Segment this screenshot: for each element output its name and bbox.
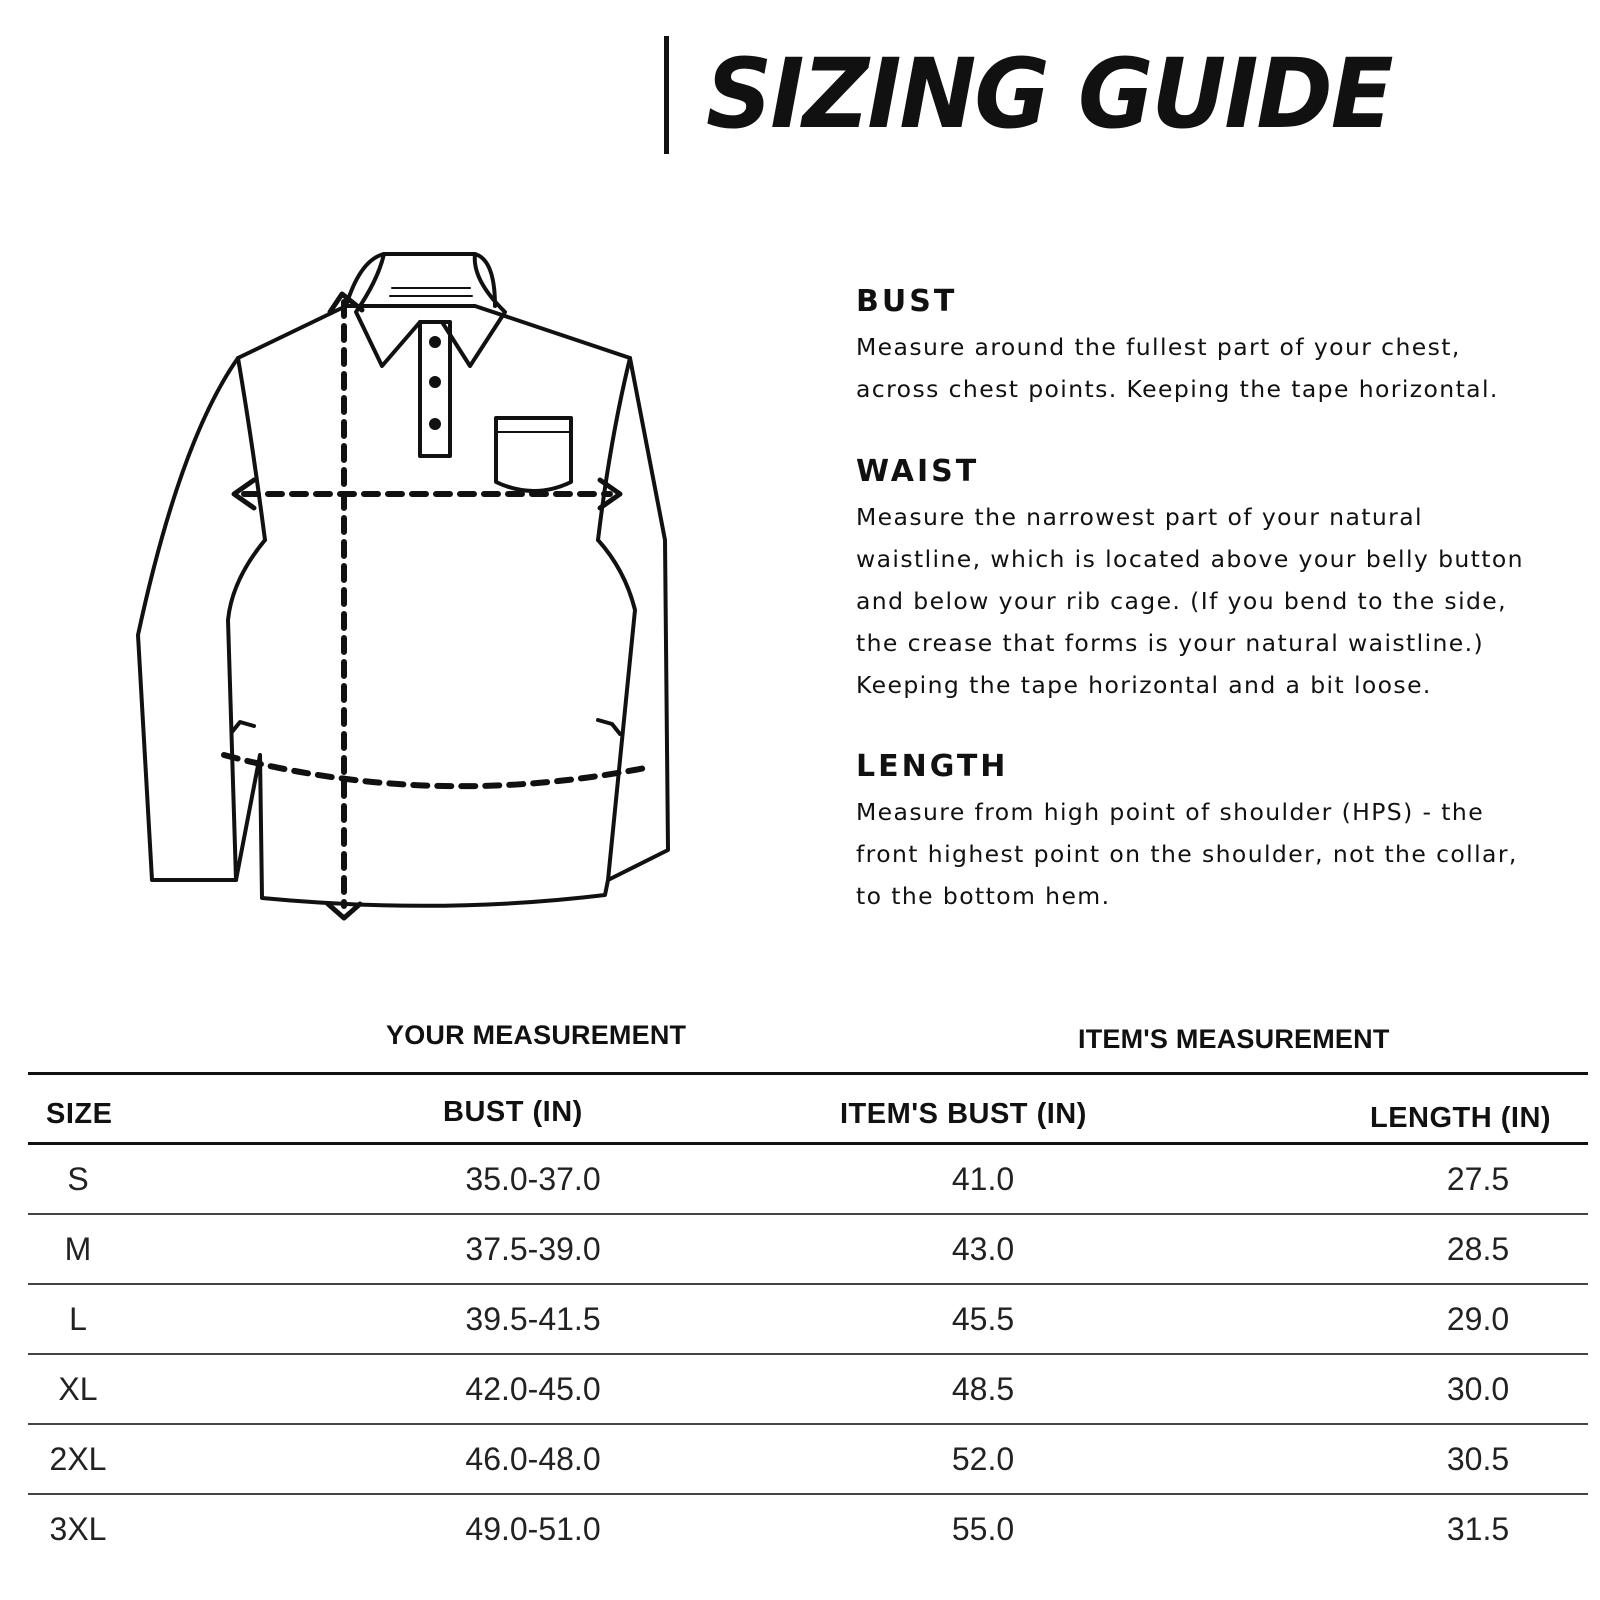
shirt-outline: [138, 306, 668, 906]
table-top-rule: [28, 1072, 1588, 1075]
bust-heading: BUST: [856, 284, 958, 319]
header-divider: [664, 36, 669, 154]
length-instruction: [856, 750, 1576, 917]
items-measurement-group-header: ITEM'S MEASUREMENT: [1078, 1024, 1390, 1054]
table-row: [28, 1285, 1588, 1355]
button-placket: [420, 322, 450, 456]
length-heading: LENGTH: [856, 749, 1009, 784]
waist-right-arrowhead: [598, 720, 620, 734]
column-header-size: SIZE: [46, 1098, 113, 1130]
table-row: [28, 1495, 1588, 1565]
waist-measure-line: [224, 755, 645, 786]
size-cell: 3XL: [49, 1511, 107, 1547]
items-bust-cell: 45.5: [951, 1301, 1015, 1337]
column-header-length: LENGTH (IN): [1370, 1102, 1552, 1134]
page-title: SIZING GUIDE: [706, 37, 1392, 150]
size-cell: XL: [58, 1371, 98, 1407]
waist-instruction: [856, 455, 1576, 706]
table-row: [28, 1215, 1588, 1285]
table-row: [28, 1145, 1588, 1215]
items-bust-cell: 43.0: [951, 1231, 1015, 1267]
bust-cell: 49.0-51.0: [465, 1511, 601, 1547]
length-cell: 30.5: [1446, 1441, 1510, 1477]
table-row: [28, 1425, 1588, 1495]
column-header-items-bust: ITEM'S BUST (IN): [840, 1098, 1087, 1130]
bust-description: Measure around the fullest part of your chest, across chest points. Keeping the tape horizontal.: [856, 333, 1499, 403]
polo-shirt-measurement-diagram: [120, 240, 760, 950]
waist-heading: WAIST: [856, 454, 980, 489]
items-bust-cell: 41.0: [951, 1161, 1015, 1197]
items-bust-cell: 52.0: [951, 1441, 1015, 1477]
length-description: Measure from high point of shoulder (HPS) - the front highest point on the shoulder, not the collar, to the bottom hem.: [856, 798, 1518, 910]
table-row: [28, 1355, 1588, 1425]
items-bust-cell: 48.5: [951, 1371, 1015, 1407]
length-cell: 31.5: [1446, 1511, 1510, 1547]
bust-cell: 42.0-45.0: [465, 1371, 601, 1407]
bust-instruction: [856, 285, 1576, 410]
your-measurement-group-header: YOUR MEASUREMENT: [386, 1020, 687, 1050]
waist-description: Measure the narrowest part of your natural waistline, which is located above your belly button and below your rib cage. (If you bend to the side, the crease that forms is your natural waistline.) Keeping the tape horizontal and a bit loose.: [856, 503, 1524, 699]
size-cell: 2XL: [49, 1441, 107, 1477]
chest-pocket: [496, 418, 571, 491]
items-bust-cell: 55.0: [951, 1511, 1015, 1547]
size-cell: L: [69, 1301, 87, 1337]
waist-left-arrowhead: [232, 722, 254, 732]
bust-cell: 46.0-48.0: [465, 1441, 601, 1477]
length-cell: 30.0: [1446, 1371, 1510, 1407]
bust-cell: 37.5-39.0: [465, 1231, 601, 1267]
length-cell: 28.5: [1446, 1231, 1510, 1267]
column-header-bust: BUST (IN): [443, 1096, 583, 1128]
bust-cell: 39.5-41.5: [465, 1301, 601, 1337]
bust-cell: 35.0-37.0: [465, 1161, 601, 1197]
length-cell: 29.0: [1446, 1301, 1510, 1337]
size-cell: S: [67, 1161, 89, 1197]
length-cell: 27.5: [1446, 1161, 1510, 1197]
size-cell: M: [64, 1231, 92, 1267]
